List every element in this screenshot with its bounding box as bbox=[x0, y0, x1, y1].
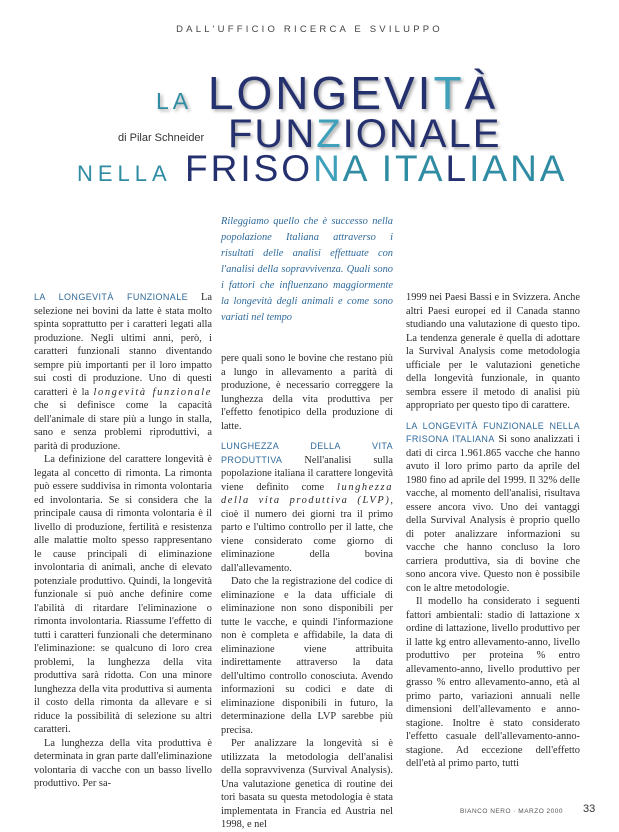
title-word-nella: NELLA bbox=[77, 161, 172, 186]
title-word-italiana: A ITA bbox=[342, 148, 446, 189]
paragraph: Dato che la registrazione del codice di eliminazione e la data ufficiale di eliminazione non sono disponibili per tutte le vacche, e quindi l'informazione non è completa e affidabile, la data di eliminazione viene attribuita indirettamente attraverso la data dell'ultimo controllo conosciuta. Avendo informazioni su codici e date di eliminazione disponibili in futuro, la determinazione della LVP sarebbe più precisa. bbox=[221, 576, 393, 736]
paragraph: La definizione del carattere longevità è legata al concetto di rimonta. La rimonta può essere suddivisa in rimonta volontaria ed involontaria. Se si considera che la principale causa di rimonta volontaria è il livello di produzione, fertilità e resistenza alle malattie molto spesso rappresentano le cause principali di eliminazione involontaria di animali, anche di elevato potenziale produttivo. Quindi, la longevità funzionale si può anche definire come l'abilità di ritardare l'eliminazione o rimonta involontaria. Riassume l'effetto di tutti i caratteri funzionali che determinano l'eliminazione: se qualcuno di loro crea problemi, la lunghezza della vita produttiva sarà ridotta. Con una minore lunghezza della vita produttiva si aumenta il costo della rimonta da allevare e si riduce la possibilità di selezione su altri caratteri. bbox=[34, 454, 212, 735]
text-column-3 bbox=[406, 291, 580, 771]
paragraph-text: Nell'analisi sulla popolazione italiana il carattere longevità viene definito come bbox=[221, 454, 393, 493]
paragraph-text: , cioè il numero dei giorni tra il primo parto e l'ultimo controllo per il latte, che viene considerato come giorno di eliminazione della bovina dall'allevamento. bbox=[221, 495, 393, 574]
title-word-longevita: LONGEVI bbox=[207, 67, 434, 119]
title-line-1 bbox=[156, 67, 499, 119]
title-line-3 bbox=[77, 150, 567, 187]
paragraph-text: che si definisce come la capacità dell'animale di stare più a lungo in stalla, sano e senza problemi riproduttivi, a parità di produzione. bbox=[34, 400, 212, 452]
section-kicker: DALL'UFFICIO RICERCA E SVILUPPO bbox=[176, 24, 443, 35]
author-byline: di Pilar Schneider bbox=[118, 132, 205, 144]
paragraph: Il modello ha considerato i seguenti fattori ambientali: stadio di lattazione x ordine di lattazione, livello produttivo per il latte kg entro allevamento-anno, livello produttivo per proteina % entro allevamento-anno, livello produttivo per grasso % entro allevamento-anno, età al primo parto, variazioni annuali nelle dimensioni dell'allevamento e anno-stagione. Inoltre è stato considerato l'effetto casuale dell'allevamento-anno-stagione. Ad eccezione dell'effetto dell'età al primo parto, tutti bbox=[406, 596, 580, 769]
section-heading: LA LONGEVITÀ FUNZIONALE bbox=[34, 292, 189, 302]
title-letter-accent: L bbox=[445, 148, 470, 189]
title-word-la: LA bbox=[156, 88, 193, 114]
paragraph: pere quali sono le bovine che restano più a lungo in allevamento a parità di produzione, è necessario correggere la lunghezza della vita produttiva per l'effetto fenotipico della produzione di latte. bbox=[221, 353, 393, 432]
paragraph: Per analizzare la longevità si è utilizzata la metodologia dell'analisi della sopravvivenza (Survival Analysis). Una valutazione genetica di routine dei tori basata su questa metodologia è stata implementata in Francia ed Austria nel 1998, e nel bbox=[221, 738, 393, 830]
paragraph bbox=[34, 291, 212, 453]
title-letter-accent: N bbox=[313, 148, 343, 189]
title-word-longevita-end: À bbox=[464, 67, 499, 119]
paragraph: 1999 nei Paesi Bassi e in Svizzera. Anche altri Paesi europei ed il Canada stanno studiando una valutazione di questo tipo. La tendenza generale è quella di adottare la Survival Analysis come metodologia ufficiale per le valutazioni genetiche della longevità funzionale, in quanto sembra essere il metodo di analisi più appropriato per questo tipo di carattere. bbox=[406, 292, 580, 411]
title-letter-accent: Z bbox=[316, 112, 343, 156]
title-word-funzionale-end: IONALE bbox=[342, 112, 502, 156]
emphasis-text: lunghezza della vita produttiva (LVP) bbox=[221, 481, 393, 506]
magazine-footer: BIANCO NERO · MARZO 2000 bbox=[460, 808, 564, 815]
section-heading: LUNGHEZZA DELLA VITA PRODUTTIVA bbox=[221, 441, 393, 465]
page-number: 33 bbox=[583, 803, 596, 815]
title-word-italiana-end: IANA bbox=[469, 148, 568, 189]
title-word-funzionale: FUN bbox=[228, 112, 317, 156]
emphasis-text: longevità funzionale bbox=[93, 386, 212, 398]
lead-paragraph: Rileggiamo quello che è successo nella popolazione Italiana attraverso i risultati delle analisi effettuate con l'analisi della sopravvivenza. Quali sono i fattori che influenzano maggiormente la longevità degli animali e come sono variati nel tempo bbox=[221, 216, 393, 323]
paragraph bbox=[221, 440, 393, 575]
paragraph-text: Si sono analizzati i dati di circa 1.961.865 vacche che hanno avuto il loro primo parto da aprile del 1980 fino ad aprile del 1999. Il 32% delle vacche, al momento dell'analisi, risultava essere ancora vivo. Uno dei vantaggi della Survival Analysis è proprio quello di poter analizzare informazioni su vacche che hanno concluso la loro carriera produttiva, sia di bovine che sono ancora vive. Questo non è possibile con le altre metodologie. bbox=[406, 434, 580, 594]
paragraph: La lunghezza della vita produttiva è determinata in gran parte dall'eliminazione volontaria di vacche con un basso livello produttivo. Per sa- bbox=[34, 737, 212, 789]
paragraph-text: La selezione nei bovini da latte è stata molto spinta soprattutto per i caratteri legati alla produzione. Negli ultimi anni, però, i caratteri funzionali stanno diventando sempre più importanti per il loro impatto sui costi di produzione. Uno di questi caratteri è la bbox=[34, 292, 212, 398]
title-word-frisona: FRISO bbox=[185, 148, 314, 189]
paragraph bbox=[406, 420, 580, 596]
text-column-1 bbox=[34, 291, 212, 791]
text-column-2 bbox=[221, 352, 393, 832]
section-heading: LA LONGEVITÀ FUNZIONALE NELLA FRISONA ITALIANA bbox=[406, 420, 580, 444]
title-letter-accent: T bbox=[433, 67, 465, 119]
